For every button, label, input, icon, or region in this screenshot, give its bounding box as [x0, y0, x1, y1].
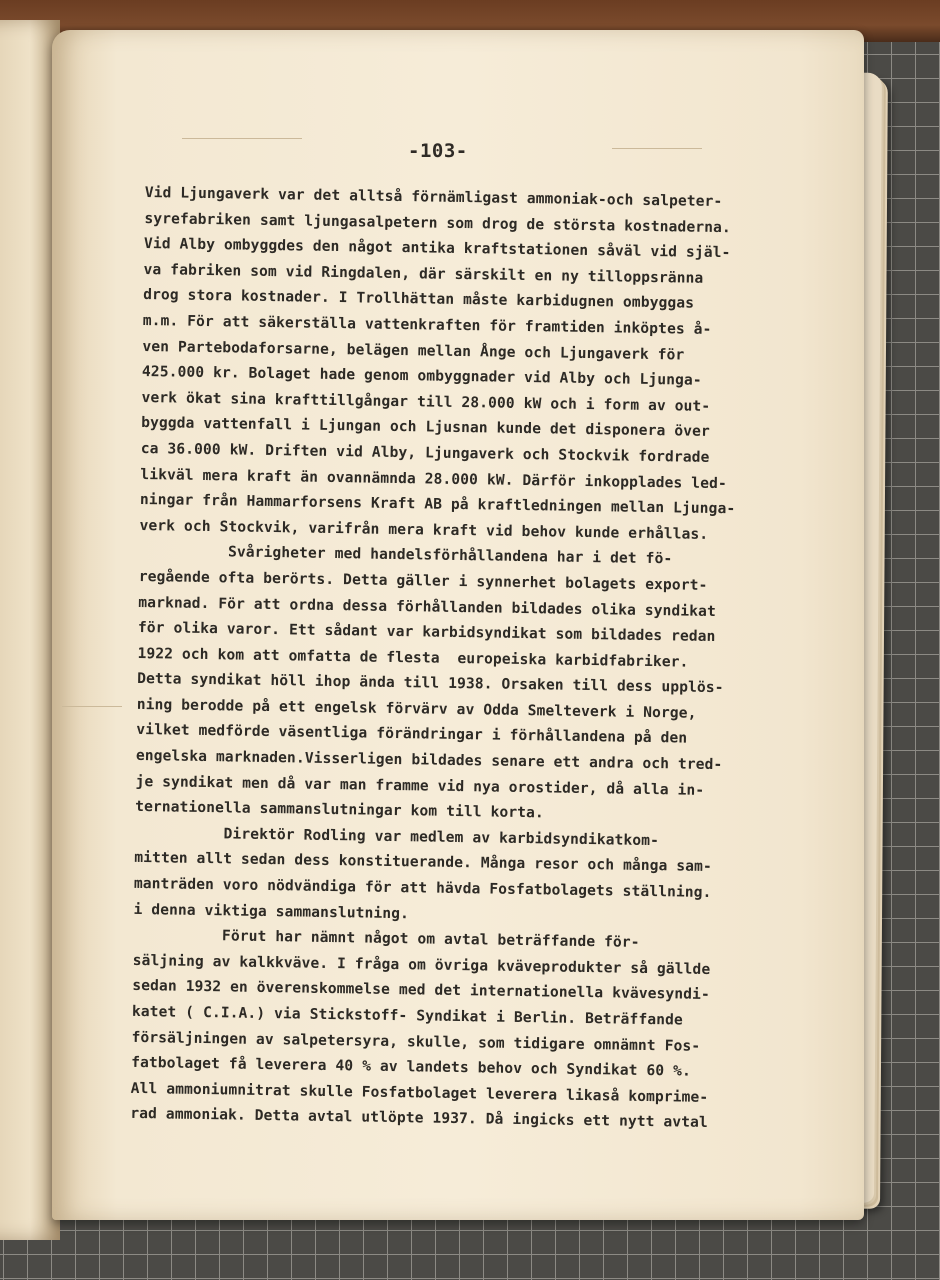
text-line: i denna viktiga sammanslutning.: [133, 900, 410, 922]
text-line: 1922 och kom att omfatta de flesta europeiska karbidfabriker.: [137, 644, 689, 671]
text-line: ternationella sammanslutningar kom till korta.: [135, 798, 545, 822]
text-line: ven Partebodaforsarne, belägen mellan Ånge och Ljungaverk för: [142, 337, 685, 364]
text-line: Förut har nämnt något om avtal beträffande för-: [133, 926, 640, 952]
text-line: syrefabriken samt ljungasalpetern som drog de största kostnaderna.: [144, 209, 731, 236]
page-number: -103-: [408, 140, 468, 162]
text-line: Direktör Rodling var medlem av karbidsyndikatkom-: [134, 823, 660, 849]
text-line: försäljningen av salpetersyra, skulle, som tidigare omnämnt Fos-: [131, 1028, 701, 1055]
text-line: likväl mera kraft än ovannämnda 28.000 kW. Därför inkopplades led-: [140, 465, 727, 492]
text-line: byggda vattenfall i Ljungan och Ljusnan kunde det disponera över: [141, 414, 710, 441]
text-line: Svårigheter med handelsförhållandena har i det fö-: [139, 542, 673, 568]
text-line: manträden voro nödvändiga för att hävda Fosfatbolagets ställning.: [133, 874, 712, 902]
text-line: verk och Stockvik, varifrån mera kraft vid behov kunde erhållas.: [139, 516, 709, 543]
left-facing-page: [0, 20, 60, 1240]
text-line: ning berodde på ett engelsk förvärv av Odda Smelteverk i Norge,: [136, 695, 697, 722]
text-line: engelska marknaden.Visserligen bildades senare ett andra och tred-: [135, 746, 723, 774]
text-line: va fabriken som vid Ringdalen, där särskilt en ny tilloppsränna: [143, 260, 704, 287]
text-line: All ammoniumnitrat skulle Fosfatbolaget leverera likaså komprime-: [130, 1079, 709, 1106]
text-line: 425.000 kr. Bolaget hade genom ombyggnader vid Alby och Ljunga-: [141, 363, 702, 389]
text-line: sedan 1932 en överenskommelse med det internationella kvävesyndi-: [132, 977, 711, 1004]
text-line: drog stora kostnader. I Trollhättan måste karbidugnen ombyggas: [143, 286, 695, 313]
text-line: Vid Alby ombyggdes den något antika kraftstationen såväl vid själ-: [143, 235, 731, 262]
text-line: säljning av kalkkväve. I fråga om övriga kväveprodukter så gällde: [132, 951, 711, 978]
text-line: Detta syndikat höll ihop ända till 1938. Orsaken till dess upplös-: [137, 670, 724, 697]
text-line: Vid Ljungaverk var det alltså förnämligast ammoniak-och salpeter-: [144, 183, 723, 211]
page-mark: [612, 148, 702, 149]
page-mark: [62, 706, 122, 707]
text-line: för olika varor. Ett sådant var karbidsyndikat som bildades redan: [137, 619, 716, 646]
text-line: vilket medförde väsentliga förändringar i förhållandena på den: [136, 721, 688, 748]
text-line: fatbolaget få leverera 40 % av landets behov och Syndikat 60 %.: [131, 1054, 692, 1080]
body-text: [130, 180, 825, 1138]
text-line: marknad. För att ordna dessa förhållanden bildades olika syndikat: [138, 593, 717, 620]
text-line: katet ( C.I.A.) via Stickstoff- Syndikat i Berlin. Beträffande: [131, 1002, 683, 1029]
text-line: verk ökat sina krafttillgångar till 28.000 kW och i form av out-: [141, 388, 711, 415]
text-line: ningar från Hammarforsens Kraft AB på kraftledningen mellan Ljunga-: [139, 491, 736, 518]
text-line: mitten allt sedan dess konstituerande. Många resor och många sam-: [134, 849, 713, 876]
text-line: regående ofta berörts. Detta gäller i synnerhet bolagets export-: [138, 567, 708, 594]
text-line: m.m. För att säkerställa vattenkraften för framtiden inköptes å-: [142, 311, 712, 338]
text-line: ca 36.000 kW. Driften vid Alby, Ljungaverk och Stockvik fordrade: [140, 439, 710, 466]
page-mark: [182, 138, 302, 139]
text-line: rad ammoniak. Detta avtal utlöpte 1937. Då ingicks ett nytt avtal: [130, 1105, 709, 1132]
text-line: je syndikat men då var man framme vid nya orostider, då alla in-: [135, 772, 705, 799]
